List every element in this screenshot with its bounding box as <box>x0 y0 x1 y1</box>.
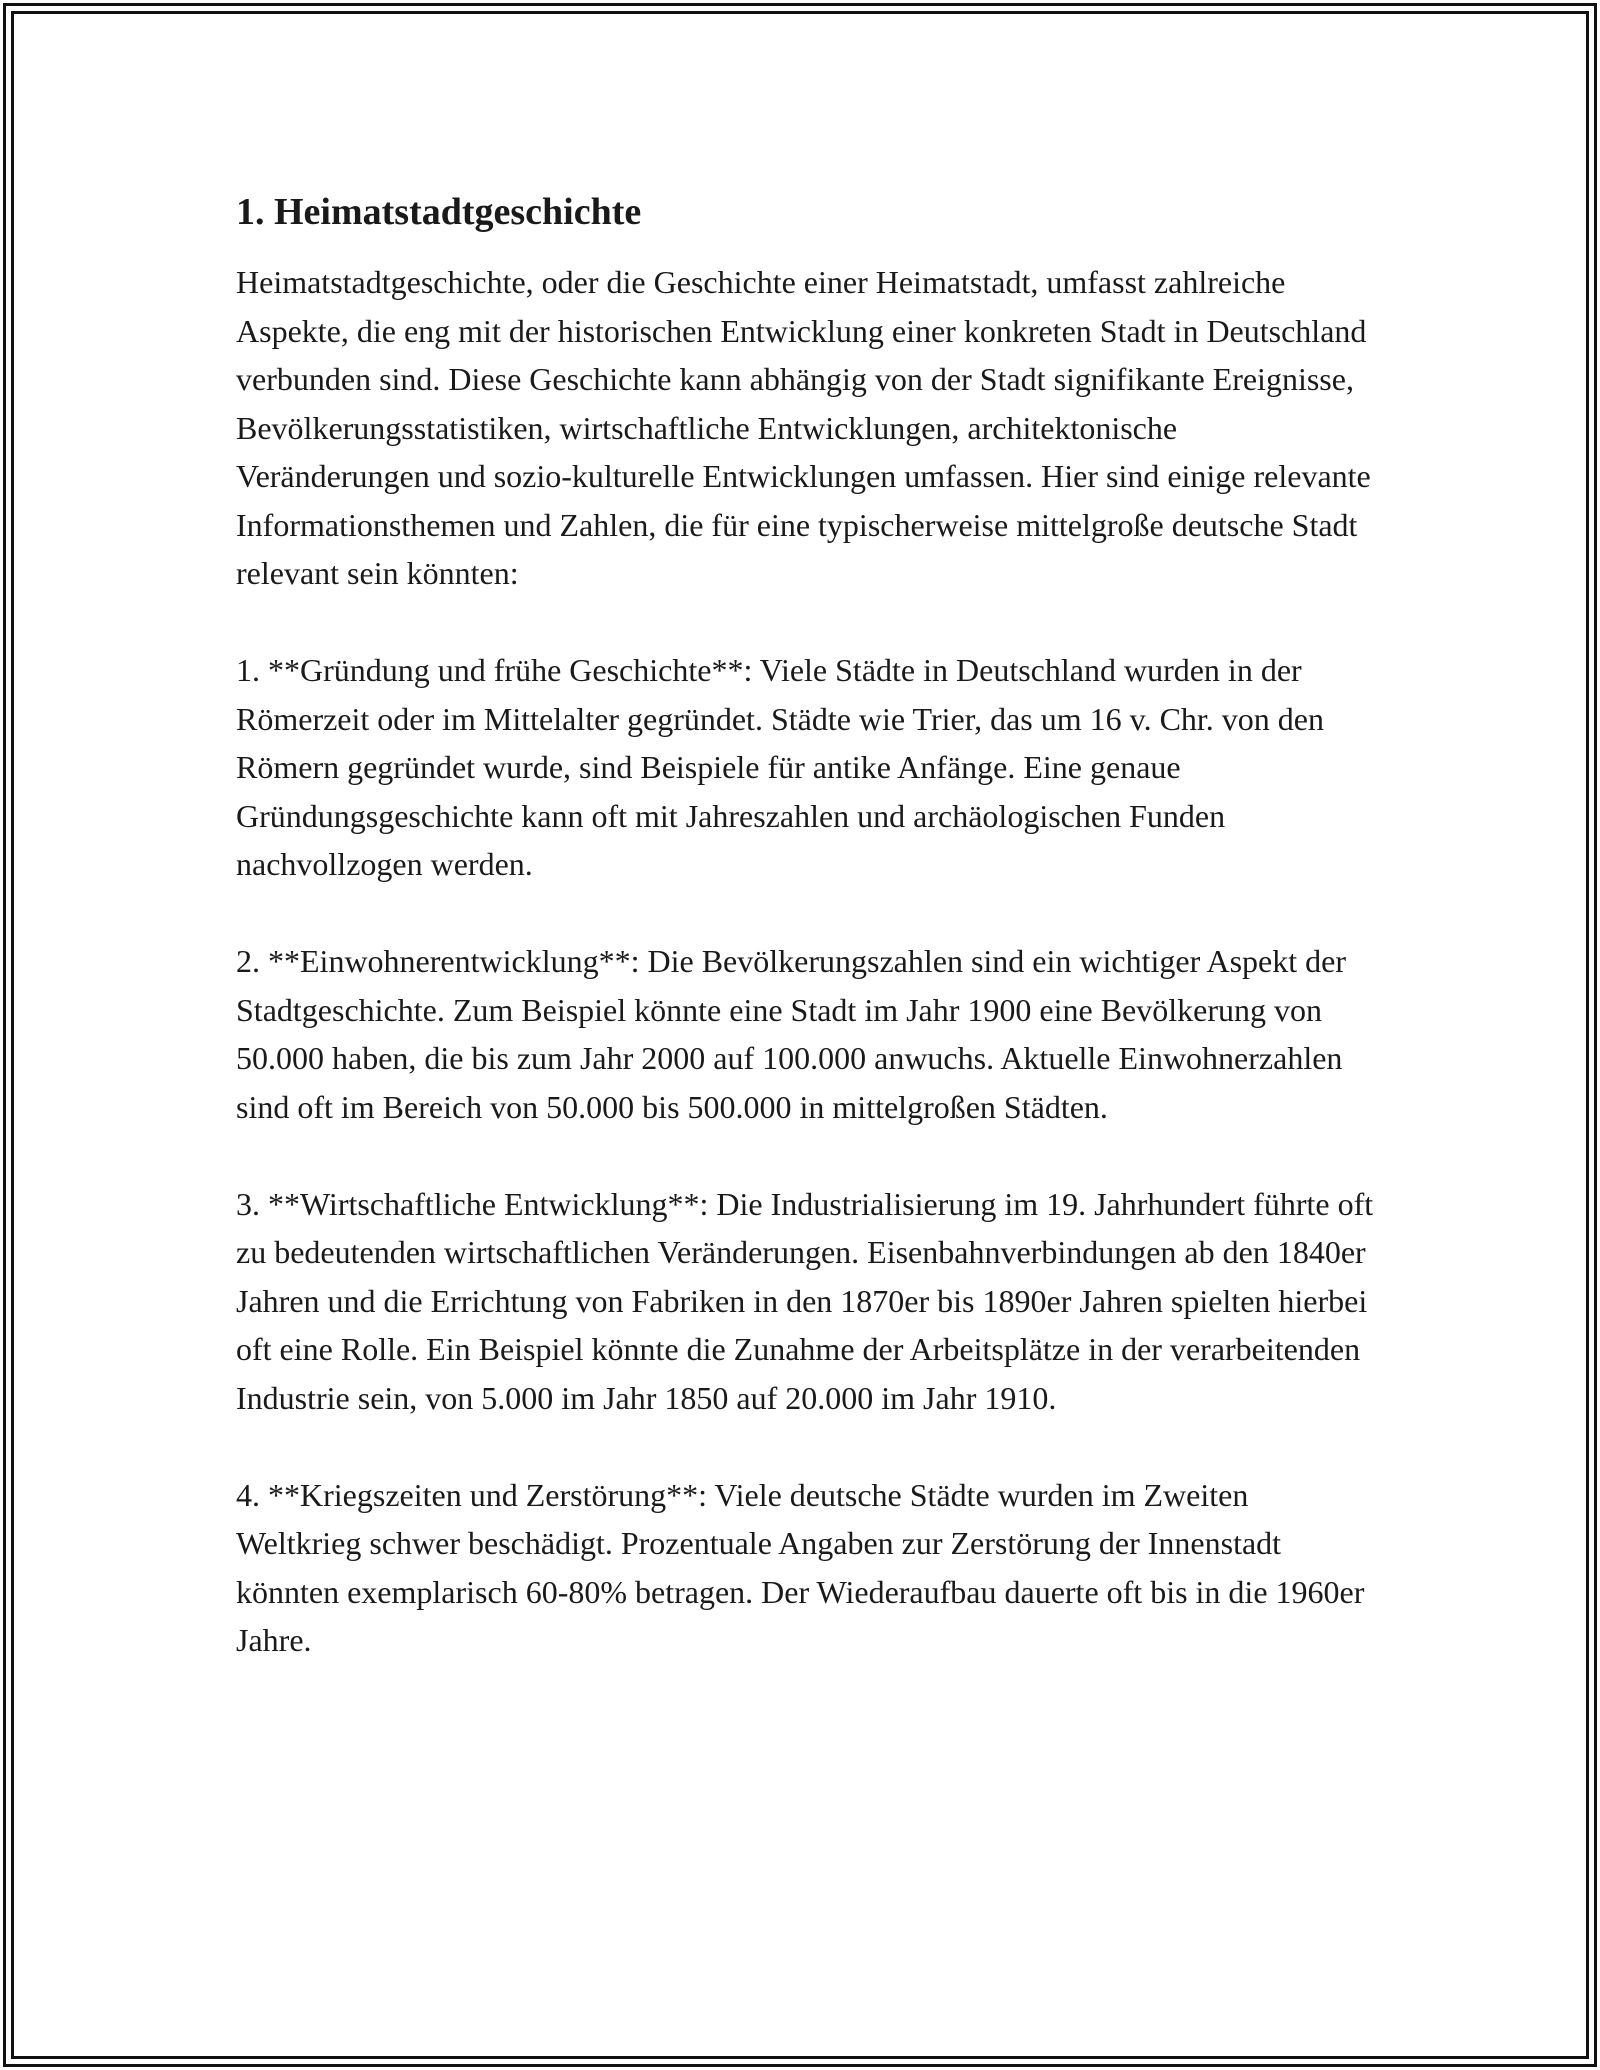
section-heading: 1. Heimatstadtgeschichte <box>236 191 642 233</box>
paragraph-war: 4. **Kriegszeiten und Zerstörung**: Viele deutsche Städte wurden im Zweiten Weltkrieg schwer beschädigt. Prozentuale Angaben zur Zerstörung der Innenstadt könnten exemplarisch 60-80% betragen. Der Wiederaufbau dauerte oft bis in die 1960er Jahre. <box>236 1476 1365 1658</box>
paragraph-economy: 3. **Wirtschaftliche Entwicklung**: Die Industrialisierung im 19. Jahrhundert führte oft zu bedeutenden wirtschaftlichen Veränderungen. Eisenbahnverbindungen ab den 1840er Jahren und die Errichtung von Fabriken in den 1870er bis 1890er Jahren spielten hierbei oft eine Rolle. Ein Beispiel könnte die Zunahme der Arbeitsplätze in der verarbeitenden Industrie sein, von 5.000 im Jahr 1850 auf 20.000 im Jahr 1910. <box>236 1185 1374 1416</box>
intro-paragraph: Heimatstadtgeschichte, oder die Geschichte einer Heimatstadt, umfasst zahlreiche Aspekte, die eng mit der historischen Entwicklung einer konkreten Stadt in Deutschland verbunden sind. Diese Geschichte kann abhängig von der Stadt signifikante Ereignisse, Bevölkerungsstatistiken, wirtschaftliche Entwicklungen, architektonische Veränderungen und sozio-kulturelle Entwicklungen umfassen. Hier sind einige relevante Informationsthemen und Zahlen, die für eine typischerweise mittelgroße deutsche Stadt relevant sein könnten: <box>236 264 1371 591</box>
document-body <box>236 186 1376 1665</box>
paragraph-founding: 1. **Gründung und frühe Geschichte**: Viele Städte in Deutschland wurden in der Römerzeit oder im Mittelalter gegründet. Städte wie Trier, das um 16 v. Chr. von den Römern gegründet wurde, sind Beispiele für antike Anfänge. Eine genaue Gründungsgeschichte kann oft mit Jahreszahlen und archäologischen Funden nachvollzogen werden. <box>236 652 1324 882</box>
paragraph-population: 2. **Einwohnerentwicklung**: Die Bevölkerungszahlen sind ein wichtiger Aspekt der Stadtgeschichte. Zum Beispiel könnte eine Stadt im Jahr 1900 eine Bevölkerung von 50.000 haben, die bis zum Jahr 2000 auf 100.000 anwuchs. Aktuelle Einwohnerzahlen sind oft im Bereich von 50.000 bis 500.000 in mittelgroßen Städten. <box>236 943 1346 1125</box>
